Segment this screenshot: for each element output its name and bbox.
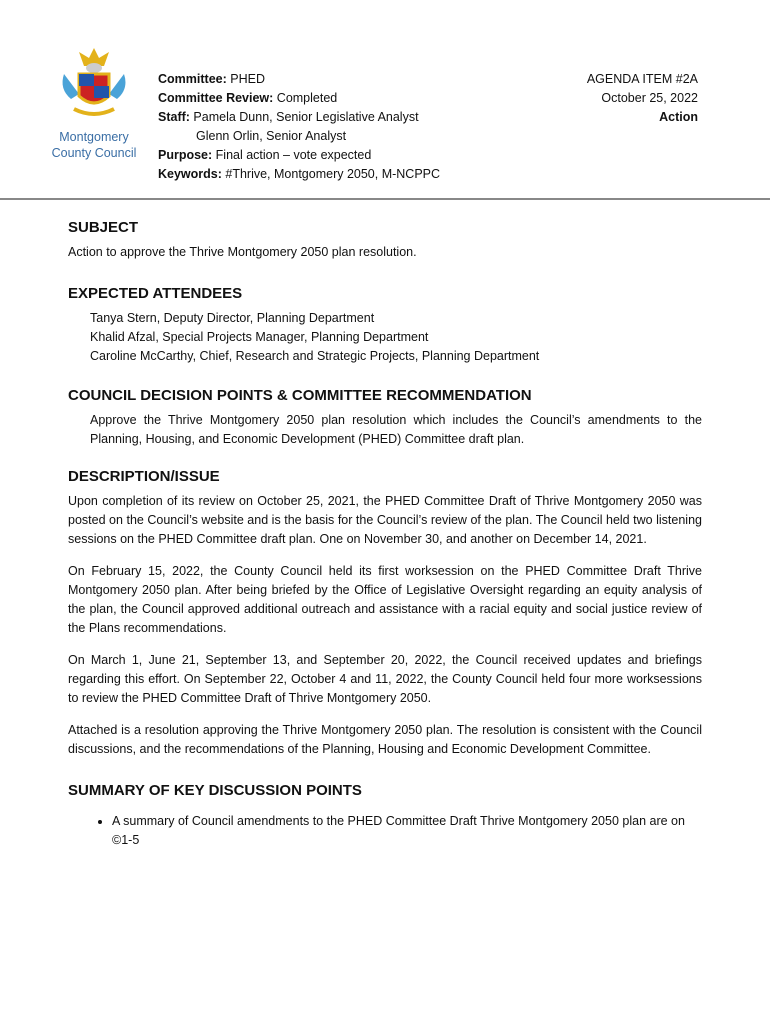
committee-info: [158, 70, 440, 184]
meta-staff-2: Glenn Orlin, Senior Analyst: [196, 129, 347, 143]
meta-value: PHED: [226, 72, 265, 86]
agenda-info: [587, 70, 698, 127]
meta-label: Committee Review:: [158, 91, 274, 105]
document-body: [68, 218, 702, 864]
description-paragraph: On February 15, 2022, the County Council held its first worksession on the PHED Committee Draft Thrive Montgomery 2050 plan. After being briefed by the Office of Legislative Oversight regarding an equity analysis of the plan, the Council approved additional outreach and assistance with a racial equity and social justice review of the Plans recommendations.: [68, 564, 702, 635]
description-paragraph: Upon completion of its review on October 25, 2021, the PHED Committee Draft of Thrive Montgomery 2050 was posted on the Council’s website and is the basis for the Council’s review of the plan. The Council held two listening sessions on the PHED Committee draft plan. One on November 30, and another on December 14, 2021.: [68, 494, 702, 546]
meta-value: Final action – vote expected: [212, 148, 372, 162]
meta-staff: [158, 108, 440, 127]
agenda-type: Action: [659, 110, 698, 124]
subject-heading: SUBJECT: [68, 219, 139, 236]
subject-text: Action to approve the Thrive Montgomery 2050 plan resolution.: [68, 245, 417, 259]
summary-heading: SUMMARY OF KEY DISCUSSION POINTS: [68, 782, 362, 799]
attendee: Khalid Afzal, Special Projects Manager, Planning Department: [90, 330, 429, 344]
description-heading: DESCRIPTION/ISSUE: [68, 468, 220, 485]
agenda-item: AGENDA ITEM #2A: [586, 72, 698, 86]
meta-value: Completed: [273, 91, 338, 105]
logo-line-1: Montgomery: [59, 130, 129, 144]
council-logo: [44, 44, 144, 161]
meta-label: Purpose:: [158, 148, 213, 162]
meta-label: Keywords:: [158, 167, 222, 181]
meta-purpose: [158, 146, 440, 165]
logo-line-2: County Council: [51, 146, 137, 160]
meta-review: [158, 89, 440, 108]
attendee: Tanya Stern, Deputy Director, Planning Department: [90, 311, 375, 325]
meta-label: Staff:: [158, 110, 190, 124]
meta-value: #Thrive, Montgomery 2050, M-NCPPC: [221, 167, 441, 181]
attendee: Caroline McCarthy, Chief, Research and Strategic Projects, Planning Department: [90, 349, 540, 363]
county-seal-icon: [59, 44, 129, 124]
meta-value: Pamela Dunn, Senior Legislative Analyst: [189, 110, 419, 124]
description-paragraph: On March 1, June 21, September 13, and September 20, 2022, the Council received updates and briefings regarding this effort. On September 22, October 4 and 11, 2022, the County Council held four more worksessions to review the PHED Committee Draft of Thrive Montgomery 2050.: [68, 653, 702, 705]
decision-text: Approve the Thrive Montgomery 2050 plan resolution which includes the Council’s amendments to the Planning, Housing, and Economic Development (PHED) Committee draft plan.: [90, 413, 702, 446]
meta-keywords: [158, 165, 440, 184]
decision-heading: COUNCIL DECISION POINTS & COMMITTEE RECOMMENDATION: [68, 387, 532, 404]
attendees-heading: EXPECTED ATTENDEES: [68, 285, 243, 302]
meta-label: Committee:: [158, 72, 227, 86]
header-divider: [0, 198, 770, 200]
summary-item: • A summary of Council amendments to the PHED Committee Draft Thrive Montgomery 2050 plan are on ©1-5: [112, 812, 702, 850]
agenda-date: October 25, 2022: [601, 91, 698, 105]
description-paragraph: Attached is a resolution approving the Thrive Montgomery 2050 plan. The resolution is consistent with the Council discussions, and the recommendations of the Planning, Housing and Economic Development Committee.: [68, 723, 702, 756]
meta-committee: [158, 70, 440, 89]
